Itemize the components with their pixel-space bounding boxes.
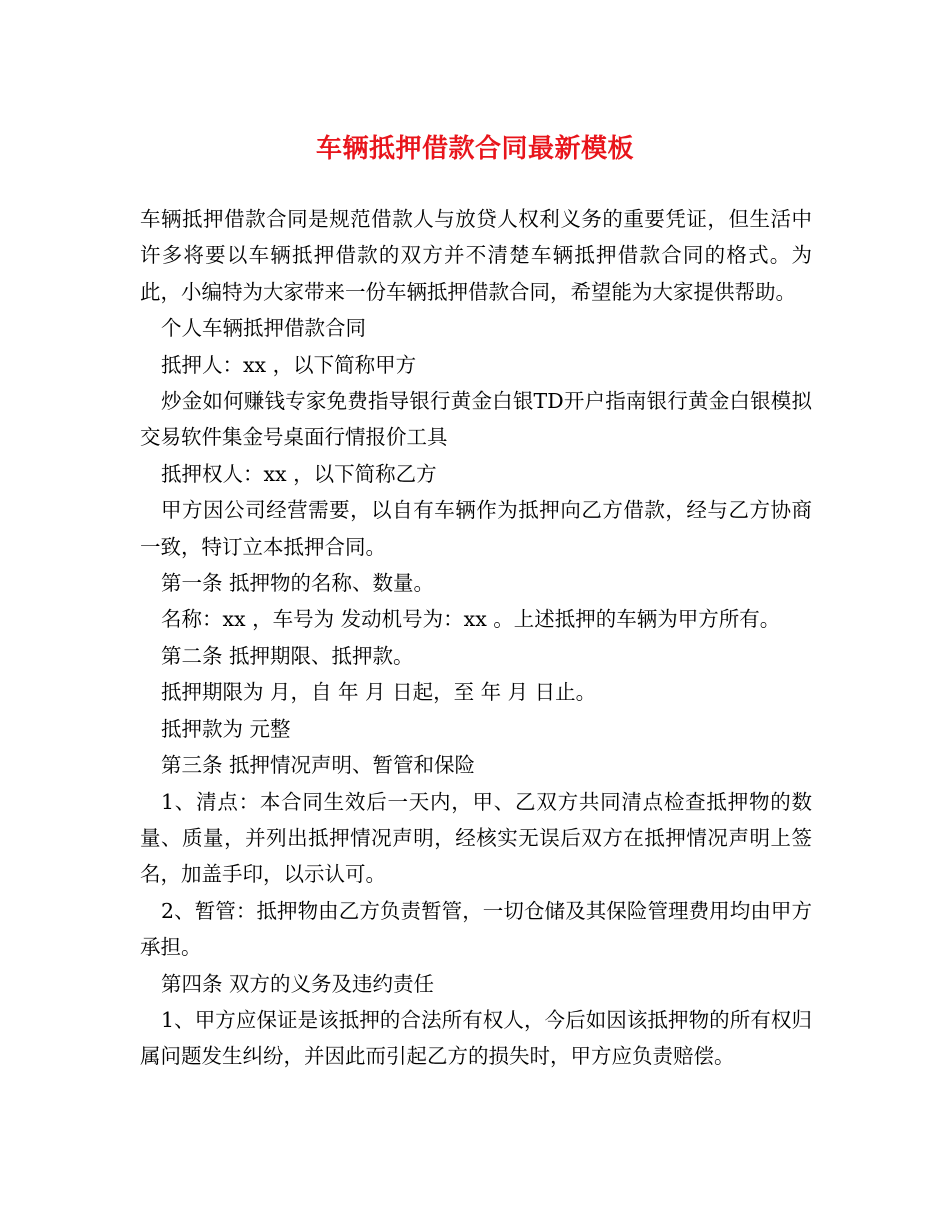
article-3-heading: 第三条 抵押情况声明、暂管和保险 — [161, 753, 476, 778]
contract-heading: 个人车辆抵押借款合同 — [161, 316, 366, 341]
article-1-heading: 第一条 抵押物的名称、数量。 — [161, 571, 435, 596]
article-3-item-2: 2、暂管：抵押物由乙方负责暂管，一切仓储及其保险管理费用均由甲方承担。 — [140, 898, 812, 960]
article-3-item-1: 1、清点：本合同生效后一天内，甲、乙双方共同清点检查抵押物的数量、质量，并列出抵押情况声明，经核实无误后双方在抵押情况声明上签名，加盖手印，以示认可。 — [140, 789, 812, 887]
article-4-item-1: 1、甲方应保证是该抵押的合法所有权人，今后如因该抵押物的所有权归属问题发生纠纷，并因此而引起乙方的损失时，甲方应负责赔偿。 — [140, 1007, 812, 1069]
mortgage-amount-line: 抵押款为 元整 — [161, 716, 291, 741]
mortgage-term-line: 抵押期限为 月，自 年 月 日起，至 年 月 日止。 — [161, 680, 597, 705]
article-2-heading: 第二条 抵押期限、抵押款。 — [161, 643, 414, 668]
document-title: 车辆抵押借款合同最新模板 — [315, 134, 634, 164]
preamble-paragraph: 甲方因公司经营需要，以自有车辆作为抵押向乙方借款，经与乙方协商一致，特订立本抵押合同。 — [140, 498, 812, 559]
article-1-content: 名称：xx ，车号为 发动机号为：xx 。上述抵押的车辆为甲方所有。 — [161, 607, 781, 632]
intro-paragraph: 车辆抵押借款合同是规范借款人与放贷人权利义务的重要凭证，但生活中许多将要以车辆抵押借款的双方并不清楚车辆抵押借款合同的格式。为此，小编特为大家带来一份车辆抵押借款合同，希望能为大家提供帮助。 — [140, 207, 812, 304]
mortgagee-line: 抵押权人：xx ，以下简称乙方 — [161, 461, 437, 486]
inserted-ad-text: 炒金如何赚钱专家免费指导银行黄金白银TD开户指南银行黄金白银模拟交易软件集金号桌面行情报价工具 — [140, 389, 812, 450]
document-body — [140, 201, 812, 1075]
mortgagor-line: 抵押人：xx ，以下简称甲方 — [161, 352, 417, 377]
article-4-heading: 第四条 双方的义务及违约责任 — [161, 971, 435, 996]
